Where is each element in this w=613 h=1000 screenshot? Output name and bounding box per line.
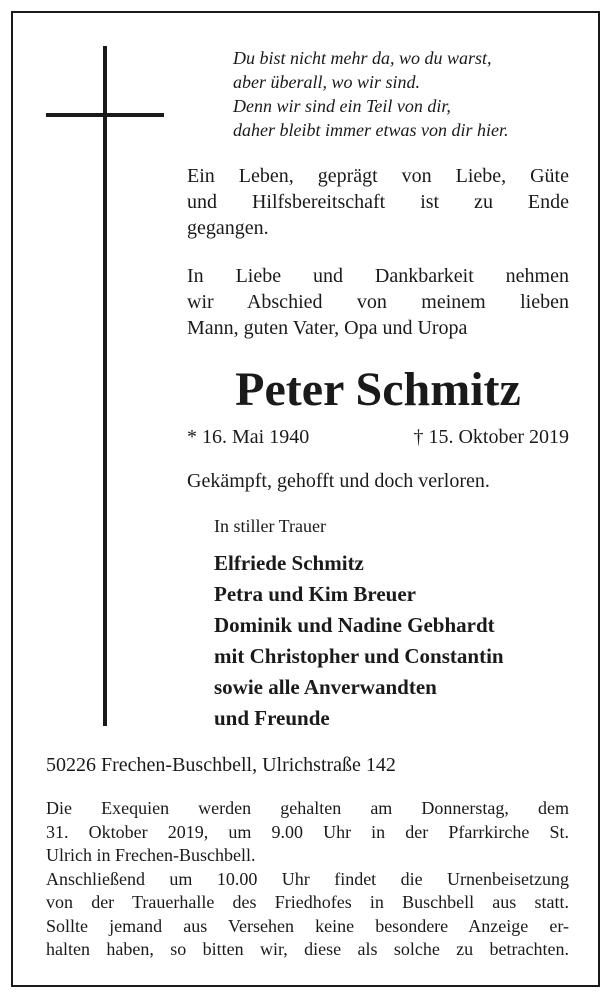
poem-line: Denn wir sind ein Teil von dir,	[233, 96, 451, 116]
address: 50226 Frechen-Buschbell, Ulrichstraße 142	[46, 754, 396, 776]
mourner-line: und Freunde	[214, 706, 330, 730]
mourning-intro: In stiller Trauer	[214, 516, 326, 536]
intro-paragraph-2	[187, 263, 569, 341]
poem	[233, 46, 508, 142]
notice-line: Sollte jemand aus Versehen keine besondere Anzeige er-	[46, 915, 569, 936]
intro-paragraph-1	[187, 163, 569, 241]
text-line: gegangen.	[187, 217, 269, 239]
poem-line: Du bist nicht mehr da, wo du warst,	[233, 48, 492, 68]
mourner-line: Petra und Kim Breuer	[214, 582, 417, 606]
motto: Gekämpft, gehofft und doch verloren.	[187, 470, 490, 492]
mourner-line: mit Christopher und Constantin	[214, 644, 504, 668]
mourner-line: Elfriede Schmitz	[214, 551, 364, 575]
notice-line: Die Exequien werden gehalten am Donnerstag, dem	[46, 798, 569, 818]
notice-line: Ulrich in Frechen-Buschbell.	[46, 845, 256, 865]
cross-icon-bar	[46, 113, 164, 117]
text-line: In Liebe und Dankbarkeit nehmen	[187, 265, 569, 287]
mourners-list	[214, 548, 504, 734]
text-line: Mann, guten Vater, Opa und Uropa	[187, 317, 468, 339]
notice-line: halten haben, so bitten wir, diese als solche zu betrachten.	[46, 939, 569, 959]
notice-line: von der Trauerhalle des Friedhofes in Buschbell aus statt.	[46, 892, 569, 912]
text-line: wir Abschied von meinem lieben	[187, 291, 569, 313]
cross-icon	[103, 46, 107, 726]
service-notice	[46, 797, 569, 962]
death-date: † 15. Oktober 2019	[413, 426, 569, 448]
poem-line: aber überall, wo wir sind.	[233, 72, 421, 92]
deceased-name: Peter Schmitz	[235, 363, 521, 416]
birth-date: * 16. Mai 1940	[187, 426, 310, 448]
poem-line: daher bleibt immer etwas von dir hier.	[233, 120, 509, 140]
text-line: Ein Leben, geprägt von Liebe, Güte	[187, 165, 569, 187]
text-line: und Hilfsbereitschaft ist zu Ende	[187, 191, 569, 213]
notice-line: Anschließend um 10.00 Uhr findet die Urnenbeisetzung	[46, 868, 569, 889]
mourner-line: Dominik und Nadine Gebhardt	[214, 613, 495, 637]
notice-line: 31. Oktober 2019, um 9.00 Uhr in der Pfarrkirche St.	[46, 821, 569, 842]
mourner-line: sowie alle Anverwandten	[214, 675, 437, 699]
